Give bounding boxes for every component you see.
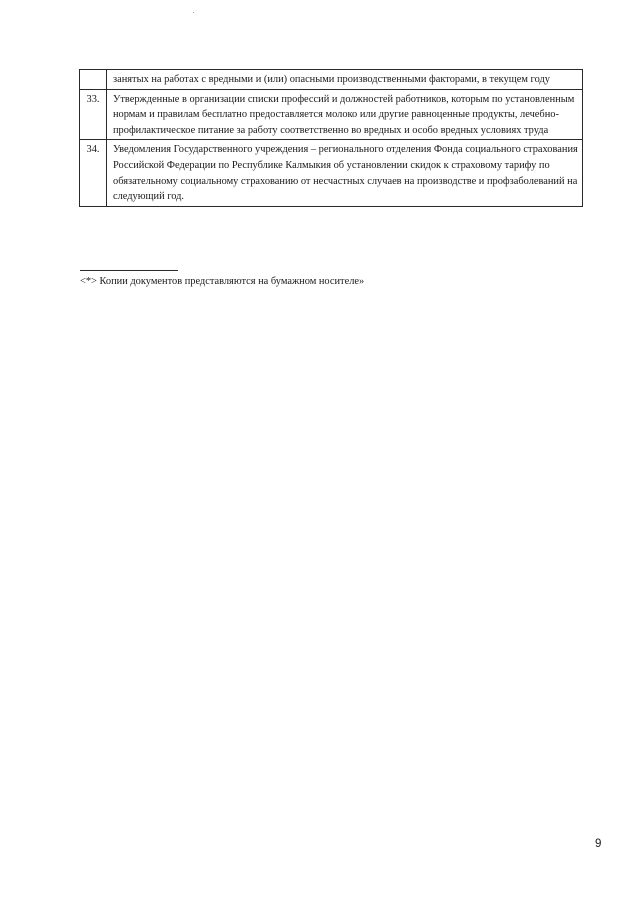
row-text: Уведомления Государственного учреждения – регионального отделения Фонда социального страхования Российской Федерации по Республике Калмыкия об установлении скидок к страховому тарифу по обязательному социальному страхованию от несчастных случаев на производстве и профзаболеваний на следующий год. [107,140,583,206]
row-text: занятых на работах с вредными и (или) опасными производственными факторами, в текущем году [107,70,583,90]
row-number [80,70,107,90]
row-number: 34. [80,140,107,206]
table-row [80,140,583,206]
table-row [80,89,583,140]
scan-artifact [193,12,194,13]
page-number: 9 [595,838,602,850]
table-row [80,70,583,90]
row-text: Утвержденные в организации списки профессий и должностей работников, которым по установленным нормам и правилам бесплатно предоставляется молоко или другие равноценные продукты, лечебно-профилактическое питание за работу соответственно во вредных и особо вредных условиях труда [107,89,583,140]
row-number: 33. [80,89,107,140]
documents-table [79,69,583,207]
footnote: <*> Копии документов представляются на бумажном носителе» [80,276,365,287]
footnote-separator [80,270,178,271]
